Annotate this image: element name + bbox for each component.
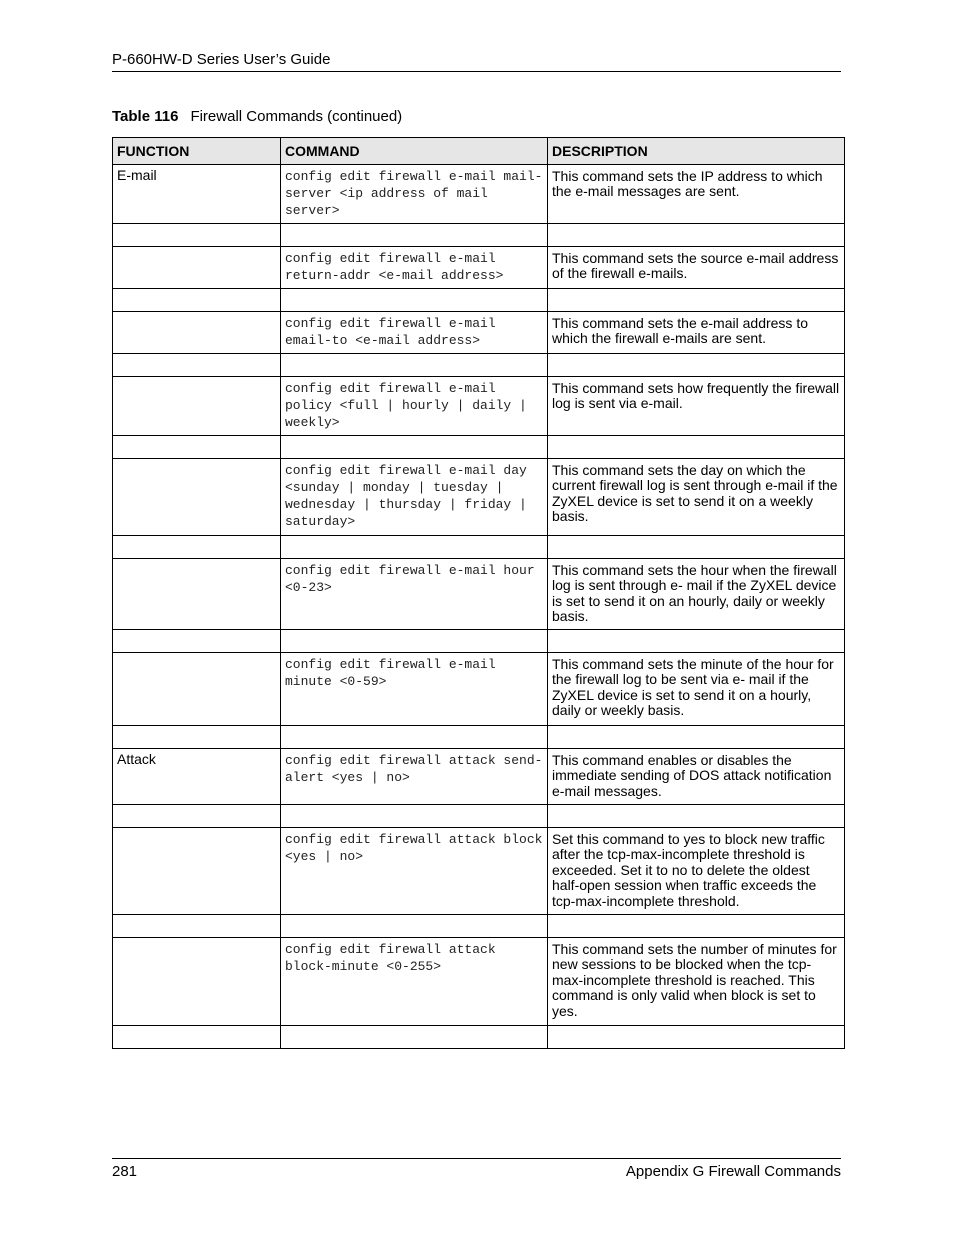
description-cell: Set this command to yes to block new traffic after the tcp-max-incomplete threshold is exceeded. Set it to no to delete the oldest half-open session when traffic exceeds the tcp-max-incomplete threshold.	[548, 827, 845, 914]
function-cell	[113, 376, 281, 435]
spacer-row	[113, 288, 845, 311]
spacer-row	[113, 435, 845, 458]
function-cell	[113, 458, 281, 535]
table-caption-text: Firewall Commands (continued)	[190, 108, 403, 125]
command-cell: config edit firewall attack block-minute <0-255>	[281, 937, 548, 1025]
page-footer	[112, 1158, 841, 1183]
description-cell: This command sets the day on which the current firewall log is sent through e-mail if the ZyXEL device is set to send it on a weekly basis.	[548, 458, 845, 535]
command-cell: config edit firewall e-mail hour <0-23>	[281, 558, 548, 629]
table-row	[113, 748, 845, 804]
description-cell: This command sets the hour when the firewall log is sent through e- mail if the ZyXEL device is set to send it on an hourly, daily or weekly basis.	[548, 558, 845, 629]
description-cell: This command enables or disables the immediate sending of DOS attack notification e-mail messages.	[548, 748, 845, 804]
page-header	[112, 51, 841, 72]
table-caption	[112, 108, 402, 125]
column-header-function: FUNCTION	[113, 138, 281, 165]
table-row	[113, 164, 845, 223]
function-cell: Attack	[113, 748, 281, 804]
description-cell: This command sets the IP address to which the e-mail messages are sent.	[548, 164, 845, 223]
spacer-row	[113, 804, 845, 827]
spacer-row	[113, 535, 845, 558]
table-row	[113, 458, 845, 535]
function-cell	[113, 558, 281, 629]
spacer-row	[113, 223, 845, 246]
spacer-row	[113, 1025, 845, 1048]
command-cell: config edit firewall e-mail return-addr <e-mail address>	[281, 246, 548, 288]
table-row	[113, 827, 845, 914]
table-row	[113, 937, 845, 1025]
function-cell	[113, 311, 281, 353]
table-caption-label: Table 116	[112, 108, 179, 125]
function-cell	[113, 937, 281, 1025]
function-cell: E-mail	[113, 164, 281, 223]
spacer-row	[113, 725, 845, 748]
firewall-commands-table	[112, 137, 845, 1049]
command-cell: config edit firewall e-mail email-to <e-mail address>	[281, 311, 548, 353]
table-header-row	[113, 138, 845, 165]
function-cell	[113, 246, 281, 288]
function-cell	[113, 827, 281, 914]
table-row	[113, 652, 845, 725]
description-cell: This command sets the e-mail address to which the firewall e-mails are sent.	[548, 311, 845, 353]
command-cell: config edit firewall e-mail policy <full | hourly | daily | weekly>	[281, 376, 548, 435]
table-row	[113, 558, 845, 629]
description-cell: This command sets the source e-mail address of the firewall e-mails.	[548, 246, 845, 288]
column-header-description: DESCRIPTION	[548, 138, 845, 165]
command-cell: config edit firewall attack block <yes | no>	[281, 827, 548, 914]
spacer-row	[113, 914, 845, 937]
section-title: Appendix G Firewall Commands	[625, 1163, 841, 1180]
command-cell: config edit firewall e-mail minute <0-59>	[281, 652, 548, 725]
command-cell: config edit firewall e-mail day <sunday | monday | tuesday | wednesday | thursday | friday | saturday>	[281, 458, 548, 535]
function-cell	[113, 652, 281, 725]
command-cell: config edit firewall e-mail mail-server <ip address of mail server>	[281, 164, 548, 223]
table-row	[113, 246, 845, 288]
guide-title: P-660HW-D Series User’s Guide	[112, 51, 331, 68]
column-header-command: COMMAND	[281, 138, 548, 165]
table-row	[113, 311, 845, 353]
page-number: 281	[112, 1163, 138, 1180]
table-row	[113, 376, 845, 435]
spacer-row	[113, 629, 845, 652]
description-cell: This command sets the number of minutes for new sessions to be blocked when the tcp-max-incomplete threshold is reached. This command is only valid when block is set to yes.	[548, 937, 845, 1025]
description-cell: This command sets the minute of the hour for the firewall log to be sent via e- mail if the ZyXEL device is set to send it on a hourly, daily or weekly basis.	[548, 652, 845, 725]
spacer-row	[113, 353, 845, 376]
description-cell: This command sets how frequently the firewall log is sent via e-mail.	[548, 376, 845, 435]
command-cell: config edit firewall attack send-alert <yes | no>	[281, 748, 548, 804]
